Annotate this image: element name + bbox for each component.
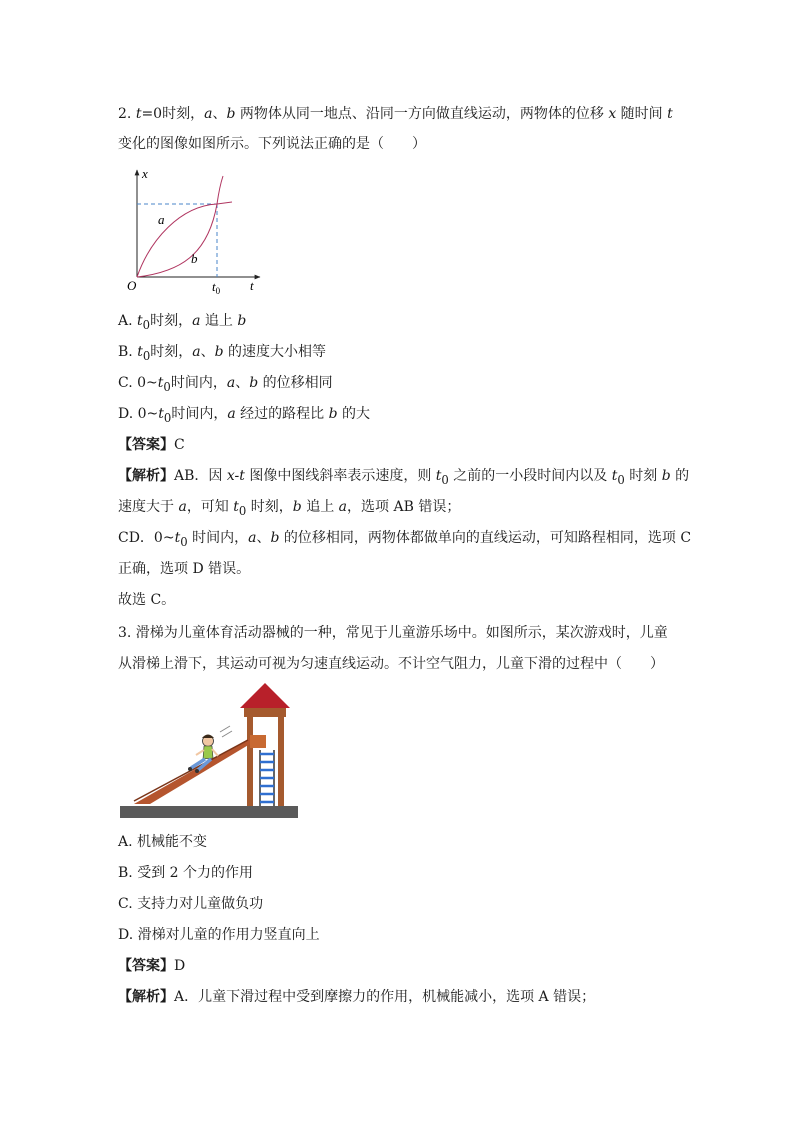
roof — [240, 683, 290, 708]
xt-graph — [120, 160, 270, 295]
tower-platform — [244, 708, 286, 717]
q2-option-b: B. $t_0$时刻，a、b 的速度大小相等 — [118, 344, 327, 363]
ground — [120, 806, 298, 818]
q2-analysis-line4: 正确，选项 D 错误。 — [118, 561, 251, 577]
t0-label: $t_0$ — [212, 279, 221, 295]
q3-stem-line1: 3. 滑梯为儿童体育活动器械的一种，常见于儿童游乐场中。如图所示，某次游戏时，儿童 — [118, 625, 668, 641]
q2-analysis-line3: CD．$0\sim t_0$ 时间内，a、b 的位移相同，两物体都做单向的直线运动，可知路程相同，选项 C — [118, 530, 692, 549]
q3-option-a: A. 机械能不变 — [118, 834, 208, 850]
q2-answer: 【答案】C — [118, 437, 185, 453]
ladder — [260, 750, 274, 806]
curve-b — [137, 176, 223, 277]
q3-option-c: C. 支持力对儿童做负功 — [118, 896, 264, 912]
q2-option-a: A. $t_0$时刻，a 追上 b — [118, 313, 247, 332]
q3-analysis-line1: 【解析】A．儿童下滑过程中受到摩擦力的作用，机械能减小，选项 A 错误； — [118, 989, 596, 1005]
q2-number: 2. — [118, 106, 136, 122]
x-axis-label: t — [250, 278, 254, 293]
curve-a-label: a — [158, 212, 165, 227]
q3-stem-line2: 从滑梯上滑下，其运动可视为匀速直线运动。不计空气阻力，儿童下滑的过程中（ ） — [118, 656, 664, 672]
q2-stem-line2: 变化的图像如图所示。下列说法正确的是（ ） — [118, 136, 426, 152]
q3-answer: 【答案】D — [118, 958, 186, 974]
tower-left-post — [247, 717, 253, 806]
curve-a — [137, 202, 232, 277]
y-axis-label: x — [142, 166, 148, 181]
tower-right-post — [278, 717, 284, 806]
slide-illustration — [120, 680, 300, 822]
q2-analysis-line5: 故选 C。 — [118, 592, 176, 608]
motion-lines — [220, 726, 232, 737]
origin-label: O — [127, 278, 137, 293]
q2-analysis-line1: 【解析】AB．因 x-t 图像中图线斜率表示速度，则 $t_0$ 之前的一小段时间内以及 $t_0$ 时刻 b 的 — [118, 468, 690, 487]
q2-option-c: C. $0\sim t_0$时间内，a、b 的位移相同 — [118, 375, 333, 394]
slide-rail-box — [250, 735, 266, 748]
q3-option-b: B. 受到 2 个力的作用 — [118, 865, 253, 881]
q2-stem-line1: 2. t=0时刻，a、b 两物体从同一地点、沿同一方向做直线运动，两物体的位移 x 随时间 t — [118, 106, 673, 122]
q2-option-d: D. $0\sim t_0$时间内，a 经过的路程比 b 的大 — [118, 406, 371, 425]
q3-option-d: D. 滑梯对儿童的作用力竖直向上 — [118, 927, 320, 943]
child-figure — [188, 735, 218, 774]
curve-b-label: b — [191, 251, 198, 266]
q2-analysis-line2: 速度大于 a，可知 $t_0$ 时刻，b 追上 a，选项 AB 错误； — [118, 499, 461, 518]
